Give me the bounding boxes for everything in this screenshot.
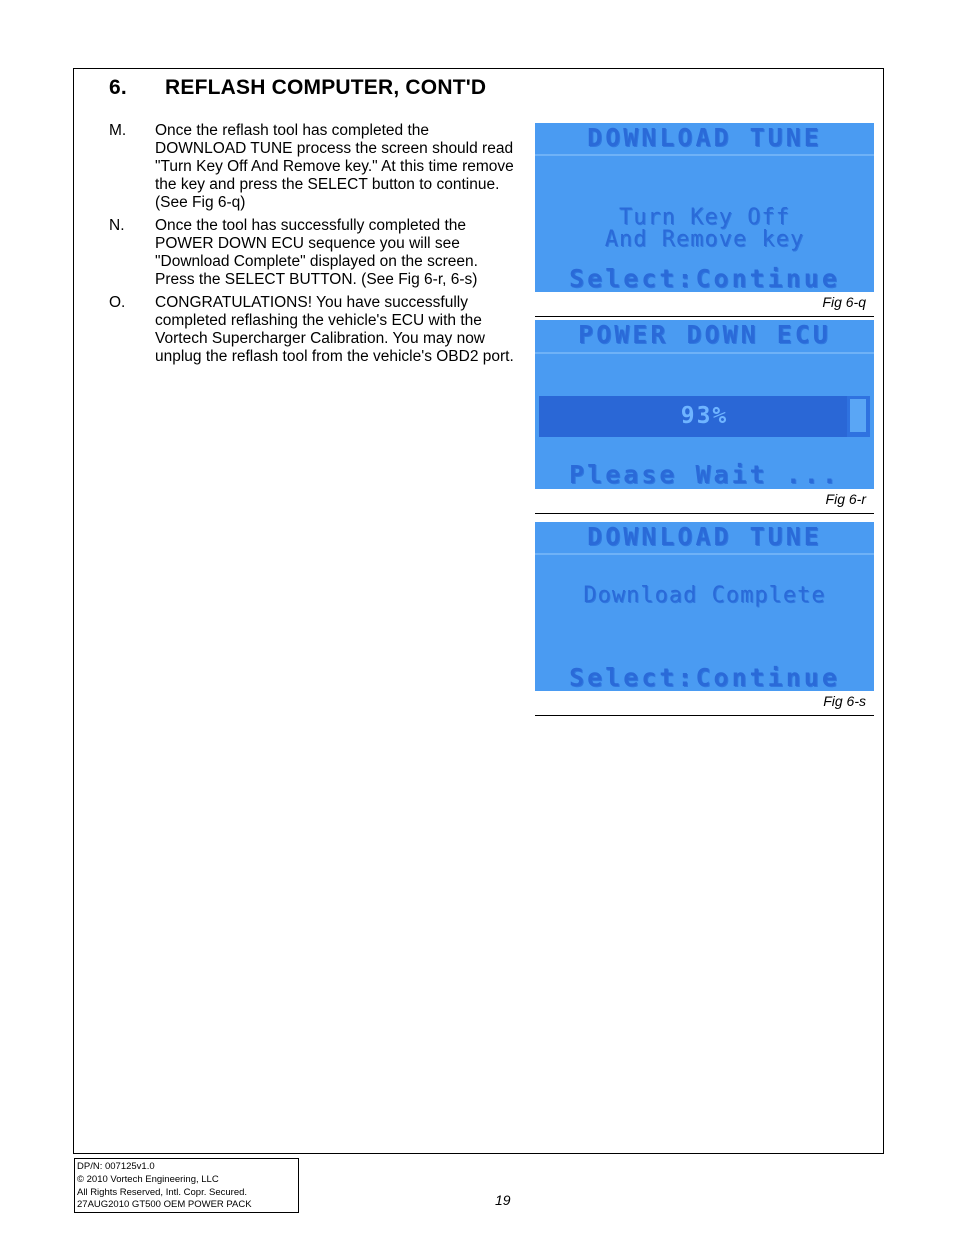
- lcd-bottom: Select:Continue: [569, 264, 840, 292]
- lcd-line: Turn Key Off: [619, 205, 790, 230]
- progress-text: 93%: [680, 403, 729, 429]
- step-letter: M.: [109, 122, 127, 139]
- lcd-bottom: Please Wait ...: [569, 460, 840, 489]
- list-item: [109, 122, 521, 212]
- lcd-screen: [535, 320, 874, 489]
- lcd-divider: [535, 553, 874, 555]
- footer-doc-date: 27AUG2010 GT500 OEM POWER PACK: [77, 1199, 252, 1211]
- figure-6s: [535, 522, 874, 716]
- step-letter: N.: [109, 217, 125, 234]
- figure-6r: [535, 320, 874, 514]
- list-item: [109, 217, 521, 289]
- step-list: [109, 122, 521, 371]
- lcd-bottom: Select:Continue: [569, 663, 840, 691]
- section-title: REFLASH COMPUTER, CONT'D: [165, 76, 487, 99]
- list-item: [109, 294, 521, 366]
- footer-rights: All Rights Reserved, Intl. Copr. Secured.: [77, 1186, 248, 1198]
- divider: [535, 316, 874, 317]
- step-text: Once the reflash tool has completed the DOWNLOAD TUNE process the screen should read "Turn Key Off And Remove key." At this time remove the key and press the SELECT button to continue. (See Fig 6-q): [155, 122, 514, 211]
- page-number: 19: [495, 1192, 511, 1208]
- lcd-title: DOWNLOAD TUNE: [587, 522, 822, 551]
- section-number: 6.: [109, 76, 127, 99]
- lcd-title: POWER DOWN ECU: [578, 320, 831, 349]
- progress-end-cap: [850, 399, 866, 432]
- lcd-divider: [535, 352, 874, 354]
- figure-caption: Fig 6-s: [823, 693, 866, 709]
- figure-caption: Fig 6-r: [825, 491, 866, 507]
- lcd-screen: [535, 522, 874, 691]
- lcd-title: DOWNLOAD TUNE: [587, 123, 822, 152]
- lcd-line: And Remove key: [604, 227, 805, 252]
- figure-caption: Fig 6-q: [822, 294, 866, 310]
- step-letter: O.: [109, 294, 126, 311]
- footer-info: [74, 1158, 299, 1213]
- section-heading: [109, 76, 486, 100]
- footer-part-number: DP/N: 007125v1.0: [77, 1161, 155, 1172]
- divider: [535, 715, 874, 716]
- progress-bar: [539, 396, 870, 437]
- step-text: CONGRATULATIONS! You have successfully completed reflashing the vehicle's ECU with the Vortech Supercharger Calibration. You may now unplug the reflash tool from the vehicle's OBD2 port.: [155, 294, 514, 365]
- footer-copyright: © 2010 Vortech Engineering, LLC: [77, 1173, 219, 1185]
- figure-6q: [535, 123, 874, 317]
- lcd-line: Download Complete: [583, 583, 826, 608]
- lcd-divider: [535, 154, 874, 156]
- lcd-screen: [535, 123, 874, 292]
- step-text: Once the tool has successfully completed the POWER DOWN ECU sequence you will see "Download Complete" displayed on the screen. Press the SELECT BUTTON. (See Fig 6-r, 6-s): [155, 217, 478, 288]
- divider: [535, 513, 874, 514]
